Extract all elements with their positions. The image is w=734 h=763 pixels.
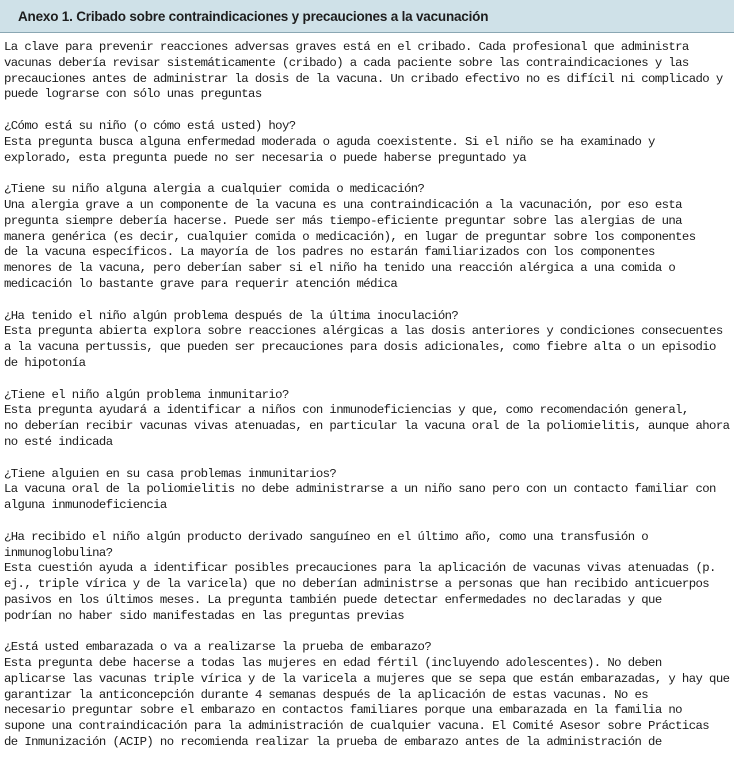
- text-line: Esta pregunta debe hacerse a todas las mujeres en edad fértil (incluyendo adolescentes). No deben: [4, 656, 662, 671]
- text-line: a la vacuna pertussis, que pueden ser precauciones para dosis adicionales, como fiebre alta o un episodio: [4, 340, 716, 355]
- section-question: ¿Tiene alguien en su casa problemas inmunitarios?: [4, 466, 337, 481]
- text-line: garantizar la anticoncepción durante 4 semanas después de la aplicación de estas vacunas. No es: [4, 687, 649, 702]
- text-line: aplicarse las vacunas triple vírica y de la varicela a mujeres que se sepa que están embarazadas, y hay que: [4, 671, 730, 686]
- text-line: podrían no haber sido manifestadas en las preguntas previas: [4, 608, 404, 623]
- text-line: menores de la vacuna, pero deberían saber si el niño ha tenido una reacción alérgica a una comida o: [4, 261, 676, 276]
- section-question: ¿Ha recibido el niño algún producto derivado sanguíneo en el último año, como una transfusión o: [4, 529, 649, 544]
- section-allergies: [4, 182, 730, 293]
- text-line: pasivos en los últimos meses. La pregunta también puede detectar enfermedades no declaradas y que: [4, 592, 662, 607]
- text-line: de la vacuna específicos. La mayoría de los padres no estarán familiarizados con los componentes: [4, 245, 655, 260]
- section-question: ¿Está usted embarazada o va a realizarse la prueba de embarazo?: [4, 640, 432, 655]
- text-line: supone una contraindicación para la administración de cualquier vacuna. El Comité Asesor sobre Prácticas: [4, 719, 710, 734]
- intro-paragraph: [4, 40, 730, 103]
- section-question: ¿Cómo está su niño (o cómo está usted) hoy?: [4, 118, 296, 133]
- text-line: La clave para prevenir reacciones adversas graves está en el cribado. Cada profesional que administra: [4, 40, 689, 54]
- section-question: ¿Tiene el niño algún problema inmunitario?: [4, 387, 289, 402]
- section-question: ¿Tiene su niño alguna alergia a cualquier comida o medicación?: [4, 182, 425, 197]
- section-household-immune: [4, 467, 730, 514]
- section-health-today: [4, 119, 730, 166]
- section-blood-products: [4, 530, 730, 625]
- text-line: Esta cuestión ayuda a identificar posibles precauciones para la aplicación de vacunas vivas atenuadas (p.: [4, 561, 716, 576]
- section-pregnancy: [4, 640, 730, 751]
- section-immune-problem: [4, 388, 730, 451]
- text-line: necesario preguntar sobre el embarazo en contactos familiares porque una embarazada en la familia no: [4, 703, 682, 718]
- text-line: ej., triple vírica y de la varicela) que no deberían administrse a personas que han recibido anticuerpos: [4, 577, 710, 592]
- section-previous-reaction: [4, 309, 730, 372]
- text-line: Esta pregunta abierta explora sobre reacciones alérgicas a las dosis anteriores y condiciones consecuentes: [4, 324, 723, 339]
- text-line: pregunta siempre debería hacerse. Puede ser más tiempo-eficiente preguntar sobre las alergias de una: [4, 213, 682, 228]
- text-line: no esté indicada: [4, 434, 113, 449]
- text-line: alguna inmunodeficiencia: [4, 498, 167, 513]
- text-line: vacunas debería revisar sistemáticamente (cribado) a cada paciente sobre las contraindicaciones y las: [4, 55, 689, 70]
- section-question: ¿Ha tenido el niño algún problema después de la última inoculación?: [4, 308, 459, 323]
- text-line: Esta pregunta busca alguna enfermedad moderada o aguda coexistente. Si el niño se ha examinado y: [4, 134, 655, 149]
- text-line: Una alergia grave a un componente de la vacuna es una contraindicación a la vacunación, por eso esta: [4, 197, 682, 212]
- text-line: explorado, esta pregunta puede no ser necesaria o puede haberse preguntado ya: [4, 150, 527, 165]
- text-line: de Inmunización (ACIP) no recomienda realizar la prueba de embarazo antes de la administración de: [4, 735, 662, 750]
- text-line: puede lograrse con sólo unas preguntas: [4, 87, 262, 102]
- annex-content: [0, 33, 734, 751]
- text-line: manera genérica (es decir, cualquier comida o medicación), en lugar de preguntar sobre los componentes: [4, 229, 696, 244]
- text-line: de hipotonía: [4, 355, 86, 370]
- text-line: medicación lo bastante grave para requerir atención médica: [4, 276, 398, 291]
- annex-title: Anexo 1. Cribado sobre contraindicaciones y precauciones a la vacunación: [18, 8, 489, 24]
- text-line: precauciones antes de administrar la dosis de la vacuna. Un cribado efectivo no es difícil ni complicado y: [4, 71, 723, 86]
- annex-header: [0, 0, 734, 33]
- text-line: La vacuna oral de la poliomielitis no debe administrarse a un niño sano pero con un contacto familiar con: [4, 482, 716, 497]
- section-question: inmunoglobulina?: [4, 545, 113, 560]
- text-line: no deberían recibir vacunas vivas atenuadas, en particular la vacuna oral de la poliomielitis, aunque ahora: [4, 419, 730, 434]
- text-line: Esta pregunta ayudará a identificar a niños con inmunodeficiencias y que, como recomendación general,: [4, 403, 689, 418]
